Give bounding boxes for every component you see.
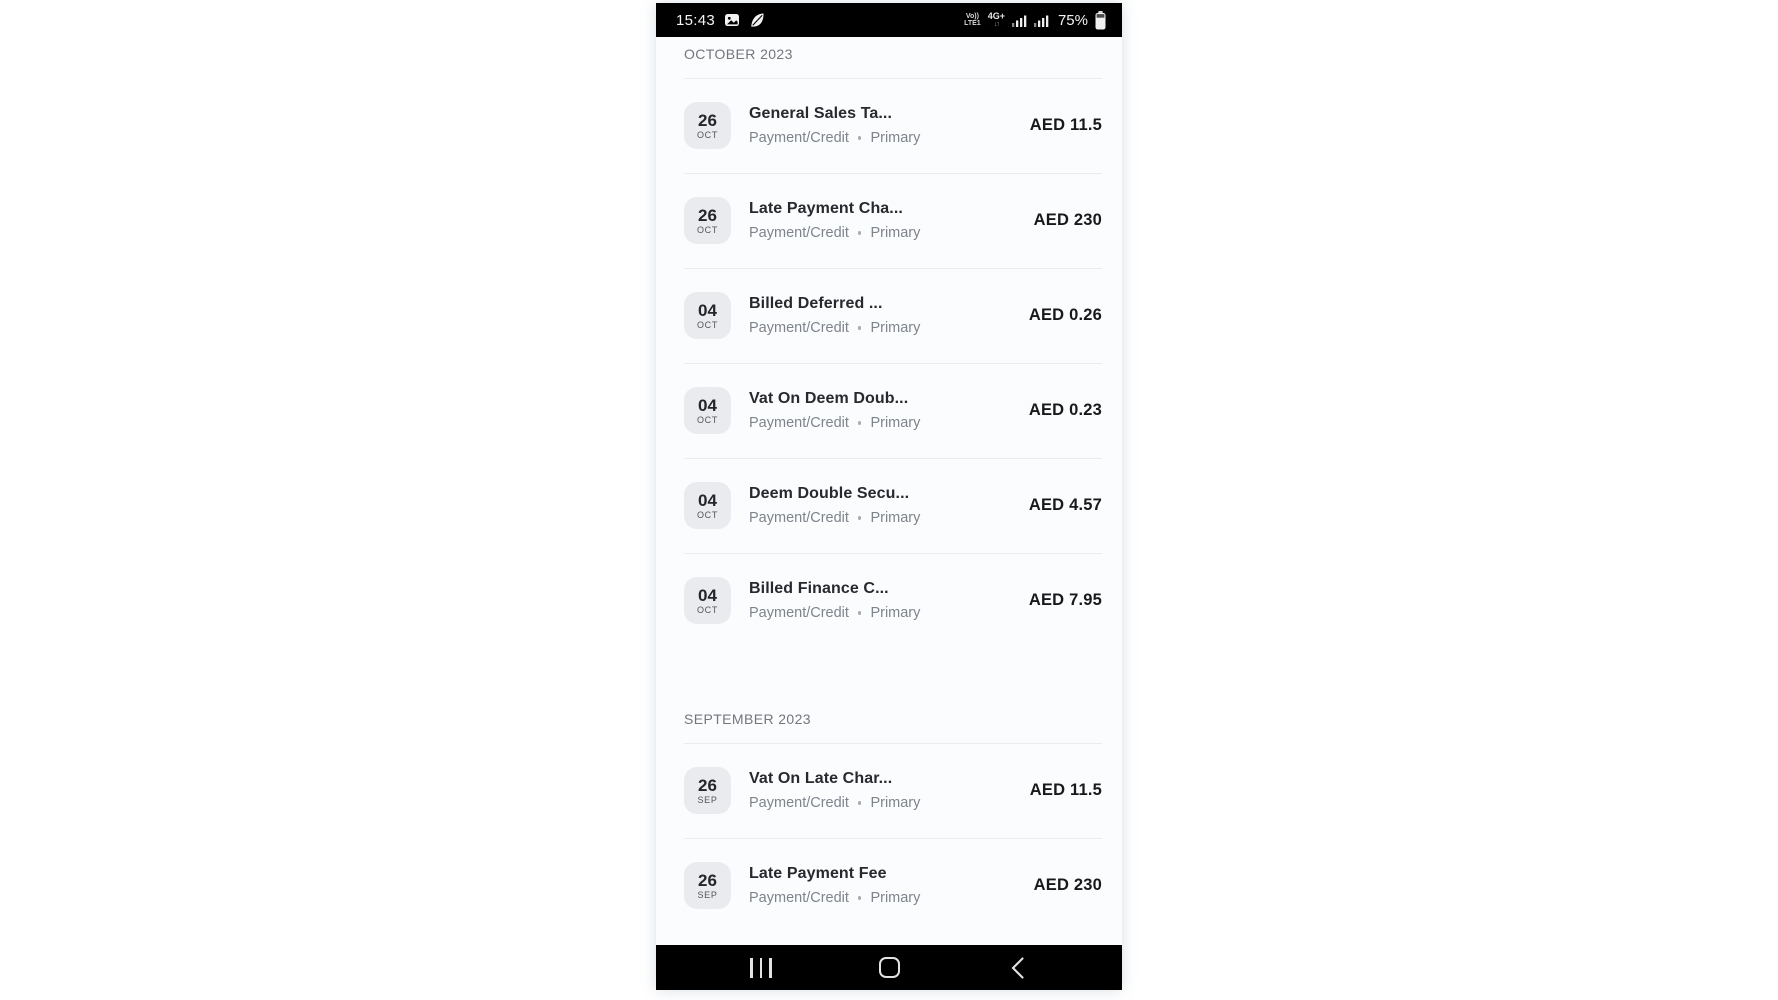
network-type-indicator: 4G+ ↓↑ (987, 10, 1005, 28)
transaction-account: Primary (870, 225, 921, 241)
home-icon[interactable] (872, 951, 906, 985)
transaction-amount: AED 11.5 (1029, 116, 1102, 134)
transaction-month: OCT (696, 129, 719, 140)
transaction-amount: AED 0.23 (1028, 401, 1102, 419)
leaf-icon (749, 12, 766, 29)
signal-bars-icon (1012, 14, 1027, 27)
transaction-account: Primary (870, 130, 921, 146)
transaction-title: Billed Deferred ... (749, 295, 883, 312)
transaction-day: 26 (698, 870, 717, 890)
gallery-icon (724, 12, 740, 28)
volte-indicator: Vo)) LTE1 (964, 12, 981, 27)
transaction-account: Primary (870, 795, 921, 811)
transaction-row[interactable] (684, 839, 1102, 933)
dot-separator-icon (858, 611, 862, 615)
month-group (684, 702, 1102, 933)
transaction-row[interactable] (684, 269, 1102, 364)
date-badge (684, 767, 731, 814)
transaction-category: Payment/Credit (749, 320, 849, 336)
transaction-category: Payment/Credit (749, 890, 849, 906)
transaction-amount: AED 230 (1033, 876, 1102, 894)
recents-icon[interactable] (744, 951, 778, 985)
transaction-amount: AED 230 (1033, 211, 1102, 229)
transaction-month: OCT (696, 224, 719, 235)
transaction-category: Payment/Credit (749, 605, 849, 621)
transaction-month: OCT (696, 414, 719, 425)
rows (684, 744, 1102, 933)
transaction-title: Late Payment Fee (749, 865, 887, 882)
transaction-account: Primary (870, 605, 921, 621)
battery-icon (1095, 11, 1106, 30)
transaction-account: Primary (870, 320, 921, 336)
transaction-month: SEP (697, 889, 718, 900)
transaction-row[interactable] (684, 554, 1102, 648)
navigation-bar (656, 945, 1122, 990)
transaction-amount: AED 4.57 (1028, 496, 1102, 514)
date-badge (684, 862, 731, 909)
phone-screen (656, 3, 1122, 990)
transaction-day: 04 (698, 300, 717, 320)
rows (684, 79, 1102, 648)
transaction-title: General Sales Ta... (749, 105, 893, 122)
transaction-month: OCT (696, 319, 719, 330)
transaction-account: Primary (870, 510, 921, 526)
month-header: SEPTEMBER 2023 (684, 702, 1102, 744)
transaction-row[interactable] (684, 459, 1102, 554)
transaction-row[interactable] (684, 364, 1102, 459)
transaction-month: OCT (696, 604, 719, 615)
transaction-day: 26 (698, 205, 717, 225)
transaction-day: 04 (698, 585, 717, 605)
date-badge (684, 387, 731, 434)
transaction-amount: AED 7.95 (1028, 591, 1102, 609)
clock: 15:43 (676, 11, 716, 29)
transaction-category: Payment/Credit (749, 130, 849, 146)
dot-separator-icon (858, 136, 862, 140)
battery-percent: 75% (1057, 11, 1088, 29)
transaction-account: Primary (870, 890, 921, 906)
transaction-month: OCT (696, 509, 719, 520)
transaction-category: Payment/Credit (749, 795, 849, 811)
date-badge (684, 577, 731, 624)
transaction-row[interactable] (684, 744, 1102, 839)
dot-separator-icon (858, 516, 862, 520)
transaction-title: Billed Finance C... (749, 580, 889, 597)
transaction-title: Deem Double Secu... (749, 485, 910, 502)
date-badge (684, 102, 731, 149)
transaction-category: Payment/Credit (749, 415, 849, 431)
dot-separator-icon (858, 896, 862, 900)
transaction-row[interactable] (684, 174, 1102, 269)
transaction-title: Vat On Late Char... (749, 770, 893, 787)
signal-bars-icon (1034, 14, 1049, 27)
transactions-list[interactable] (656, 37, 1122, 945)
date-badge (684, 197, 731, 244)
transaction-month: SEP (697, 794, 718, 805)
transaction-category: Payment/Credit (749, 510, 849, 526)
status-bar (656, 3, 1122, 37)
transaction-title: Vat On Deem Doub... (749, 390, 909, 407)
month-group (684, 37, 1102, 648)
month-header: OCTOBER 2023 (684, 37, 1102, 79)
dot-separator-icon (858, 421, 862, 425)
dot-separator-icon (858, 801, 862, 805)
transaction-account: Primary (870, 415, 921, 431)
transaction-category: Payment/Credit (749, 225, 849, 241)
dot-separator-icon (858, 326, 862, 330)
date-badge (684, 482, 731, 529)
transaction-row[interactable] (684, 79, 1102, 174)
transaction-day: 26 (698, 110, 717, 130)
dot-separator-icon (858, 231, 862, 235)
date-badge (684, 292, 731, 339)
transaction-title: Late Payment Cha... (749, 200, 903, 217)
transaction-day: 04 (698, 395, 717, 415)
back-icon[interactable] (1000, 951, 1034, 985)
transaction-amount: AED 0.26 (1028, 306, 1102, 324)
transaction-day: 04 (698, 490, 717, 510)
transaction-day: 26 (698, 775, 717, 795)
transaction-amount: AED 11.5 (1029, 781, 1102, 799)
